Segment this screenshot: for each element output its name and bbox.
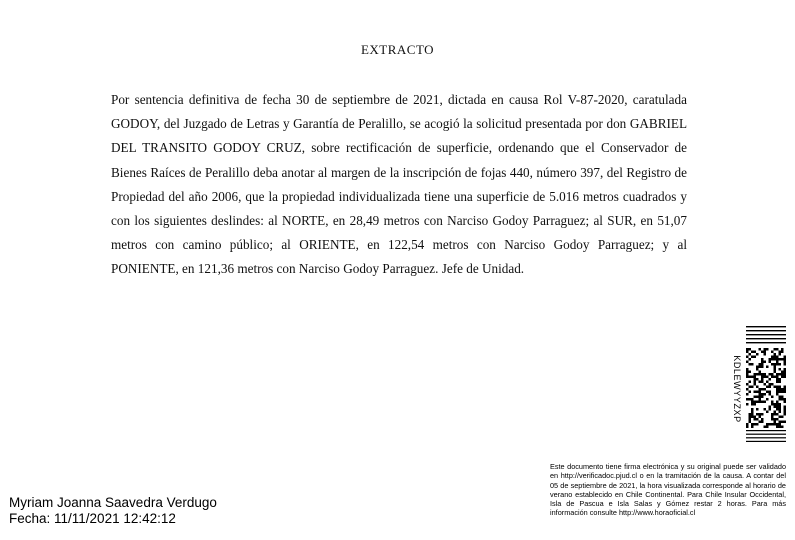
verification-block bbox=[728, 326, 788, 444]
document-title: EXTRACTO bbox=[360, 42, 435, 57]
qr-code bbox=[746, 326, 786, 444]
signer-name: Myriam Joanna Saavedra Verdugo bbox=[9, 495, 217, 510]
signature-date: Fecha: 11/11/2021 12:42:12 bbox=[9, 511, 176, 526]
electronic-signature-notice: Este documento tiene firma electrónica y su original puede ser validado en http://verificadoc.pjud.cl o en la tramitación de la causa. A contar del 05 de septiembre de 2021, la hora visualizada corresponde al horario de verano establecido en Chile Continental. Para Chile Insular Occidental, Isla de Pascua e Isla Salas y Gómez restar 2 horas. Para más información consulte http://www.horaoficial.cl bbox=[550, 462, 786, 518]
document-body: Por sentencia definitiva de fecha 30 de septiembre de 2021, dictada en causa Rol V-87-2020, caratulada GODOY, del Juzgado de Letras y Garantía de Peralillo, se acogió la solicitud presentada por don GABRIEL DEL TRANSITO GODOY CRUZ, sobre rectificación de superficie, ordenando que el Conservador de Bienes Raíces de Peralillo deba anotar al margen de la inscripción de fojas 440, número 397, del Registro de Propiedad del año 2006, que la propiedad individualizada tiene una superficie de 5.016 metros cuadrados y con los siguientes deslindes: al NORTE, en 28,49 metros con Narciso Godoy Parraguez; al SUR, en 51,07 metros con camino público; al ORIENTE, en 122,54 metros con Narciso Godoy Parraguez; y al PONIENTE, en 121,36 metros con Narciso Godoy Parraguez. Jefe de Unidad. bbox=[111, 92, 687, 277]
verification-code: KDLEWYYZXP bbox=[732, 355, 742, 423]
signature-block bbox=[9, 495, 217, 527]
